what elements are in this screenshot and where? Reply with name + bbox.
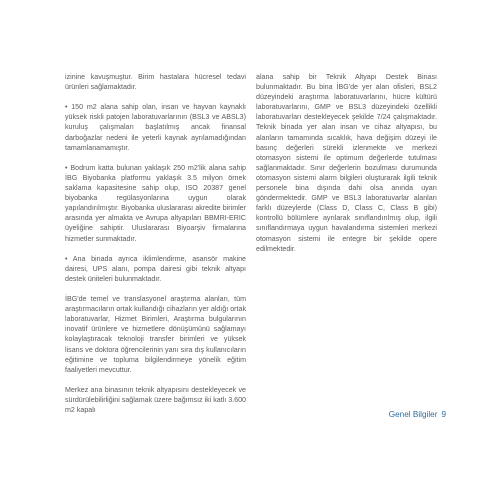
right-text-column [256, 72, 437, 254]
page-number: 9 [441, 410, 446, 419]
left-text-column [65, 72, 246, 415]
paragraph: izinine kavuşmuştur. Birim hastalara hücresel tedavi ürünleri sağlamaktadır. [65, 73, 246, 92]
bullet-paragraph: • 150 m2 alana sahip olan, insan ve hayvan kaynaklı yüksek riskli patojen laboratuvarlarının (BSL3 ve ABSL3) kuruluş çalışmaları başlatılmış ancak finansal darboğazlar nedeni ile yeterli kaynak ayrılamadığından tamamlanamamıştır. [65, 103, 246, 152]
bullet-paragraph: • Ana binada ayrıca iklimlendirme, asansör makine dairesi, UPS alanı, pompa dairesi gibi teknik altyapı destek üniteleri bulunmaktadır. [65, 254, 246, 283]
footer-section-title: Genel Bilgiler [388, 410, 438, 419]
paragraph: alana sahip bir Teknik Altyapı Destek Binası bulunmaktadır. Bu bina İBG'de yer alan ofisleri, BSL2 düzeyindeki araştırma laboratuvarlarını, hücre kültürü laboratuvarlarını, GMP ve BSL3 düzeyindeki özellikli laboratuvarları destekleyecek şekilde 7/24 çalışmaktadır. Teknik binada yer alan insan ve cihaz altyapısı, bu alanların tamamında sıcaklık, hava değişim düzeyi ile basınç değerleri sürekli izlenmekte ve merkezi otomasyon sistemi ile optimum değerlerde tutulması sağlanmaktadır. Sınır değerlerin bozulması durumunda otomasyon sistemi alarm bilgileri oluşturarak ilgili teknik personele bina dışında dahi olsa anında uyarı göndermektedir. GMP ve BSL3 laboratuvarlar alanları farklı düzeylerde (Class D, Class C, Class B gibi) kontrollü bölümlere ayrılarak sınıflandırılmış olup, ilgili sınıflandırmaya uygun havalandırma sistemleri merkezi otomasyon sistemi ile entegre bir şekilde opere edilmektedir. [256, 73, 437, 253]
page-footer [356, 410, 446, 419]
bullet-paragraph: • Bodrum katta bulunan yaklaşık 250 m2'lik alana sahip İBG Biyobanka platformu yaklaşık 3.5 milyon örnek saklama kapasitesine sahip olup, ISO 20387 genel biyobanka regülasyonlarına uygun olarak yapılandırılmıştır. Biyobanka uluslararası akredite birimler arasında yer almakta ve Avrupa altyapıları BBMRI-ERIC üyeliğine sahiptir. Uluslararası Biyoarşiv firmalarına hizmetler sunmaktadır. [65, 163, 246, 243]
paragraph: İBG'de temel ve translasyonel araştırma alanları, tüm araştırmacıların ortak kullandığı cihazların yer aldığı ortak laboratuvarlar, Hizmet Birimleri, Araştırma bulgularının inovatif ürünlere ve hizmetlere dönüşümünü sağlamayı kolaylaştıracak teknoloji transfer birimleri ve yüksek lisans ve doktora öğrencilerinin yanı sıra dış kullanıcıların eğitimine ve topluma bilgilendirmeye yönelik eğitim faaliyetleri mevcuttur. [65, 295, 246, 374]
paragraph: Merkez ana binasının teknik altyapısını destekleyecek ve sürdürülebilirliğini sağlamak üzere bağımsız iki katlı 3.600 m2 kapalı [65, 385, 246, 415]
